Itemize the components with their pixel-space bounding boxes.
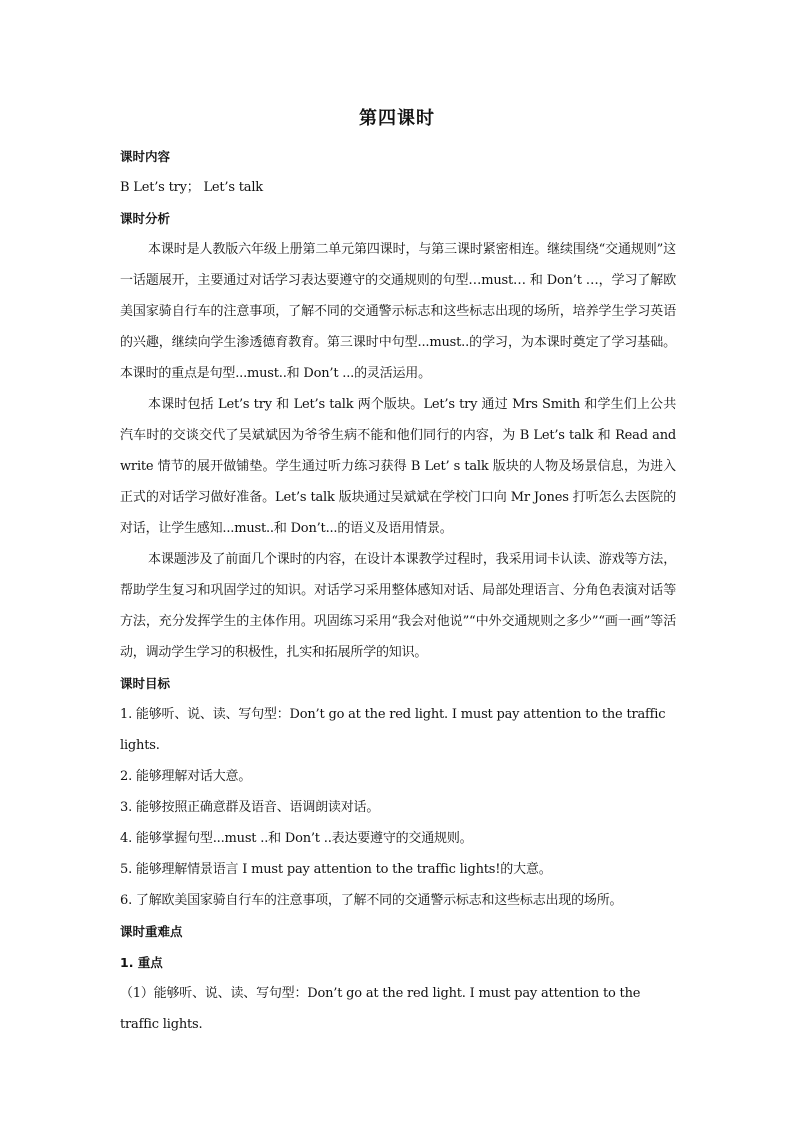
content-text: B Let’s try； Let’s talk [120,180,263,195]
key-point-item-1: （1）能够听、说、读、写句型：Don’t go at the red light. I must pay attention to the traffic lights. [120,986,641,1032]
document-body [120,141,676,1040]
page-title: 第四课时 [359,108,435,129]
content-heading: 课时内容 [120,149,171,164]
goal-item-4: 4. 能够掌握句型...must ..和 Don’t ..表达要遵守的交通规则。 [120,831,473,846]
goal-item-3: 3. 能够按照正确意群及语音、语调朗读对话。 [120,800,380,815]
key-points-subheading: 1. 重点 [120,955,163,970]
analysis-heading: 课时分析 [120,211,171,226]
goal-item-6: 6. 了解欧美国家骑自行车的注意事项，了解不同的交通警示标志和这些标志出现的场所。 [120,893,623,908]
goal-item-5: 5. 能够理解情景语言 I must pay attention to the traffic lights!的大意。 [120,862,552,877]
goals-heading: 课时目标 [120,676,171,691]
goal-item-2: 2. 能够理解对话大意。 [120,769,252,784]
analysis-paragraph-1: 本课时是人教版六年级上册第二单元第四课时，与第三课时紧密相连。继续围绕“交通规则”这一话题展开，主要通过对话学习表达要遵守的交通规则的句型…must… 和 Don’t …，学习了解欧美国家骑自行车的注意事项，了解不同的交通警示标志和这些标志出现的场所，培养学生学习英语的兴趣，继续向学生渗透德育教育。第三课时中句型...must..的学习，为本课时奠定了学习基础。本课时的重点是句型...must..和 Don’t ...的灵活运用。 [120,242,676,381]
key-points-heading: 课时重难点 [120,924,183,939]
analysis-paragraph-2: 本课时包括 Let’s try 和 Let’s talk 两个版块。Let’s try 通过 Mrs Smith 和学生们上公共汽车时的交谈交代了吴斌斌因为爷爷生病不能和他们同行的内容，为 B Let’s talk 和 Read and write 情节的展开做铺垫。学生通过听力练习获得 B Let’ s talk 版块的人物及场景信息，为进入正式的对话学习做好准备。Let’s talk 版块通过吴斌斌在学校门口向 Mr Jones 打听怎么去医院的对话，让学生感知...must..和 Don’t...的语义及语用情景。 [120,397,676,536]
goal-item-1: 1. 能够听、说、读、写句型：Don’t go at the red light. I must pay attention to the traffic lights. [120,707,666,753]
analysis-paragraph-3: 本课题涉及了前面几个课时的内容，在设计本课教学过程时，我采用词卡认读、游戏等方法，帮助学生复习和巩固学过的知识。对话学习采用整体感知对话、局部处理语言、分角色表演对话等方法，充分发挥学生的主体作用。巩固练习采用“我会对他说”“中外交通规则之多少”“画一画”等活动，调动学生学习的积极性，扎实和拓展所学的知识。 [120,552,676,660]
